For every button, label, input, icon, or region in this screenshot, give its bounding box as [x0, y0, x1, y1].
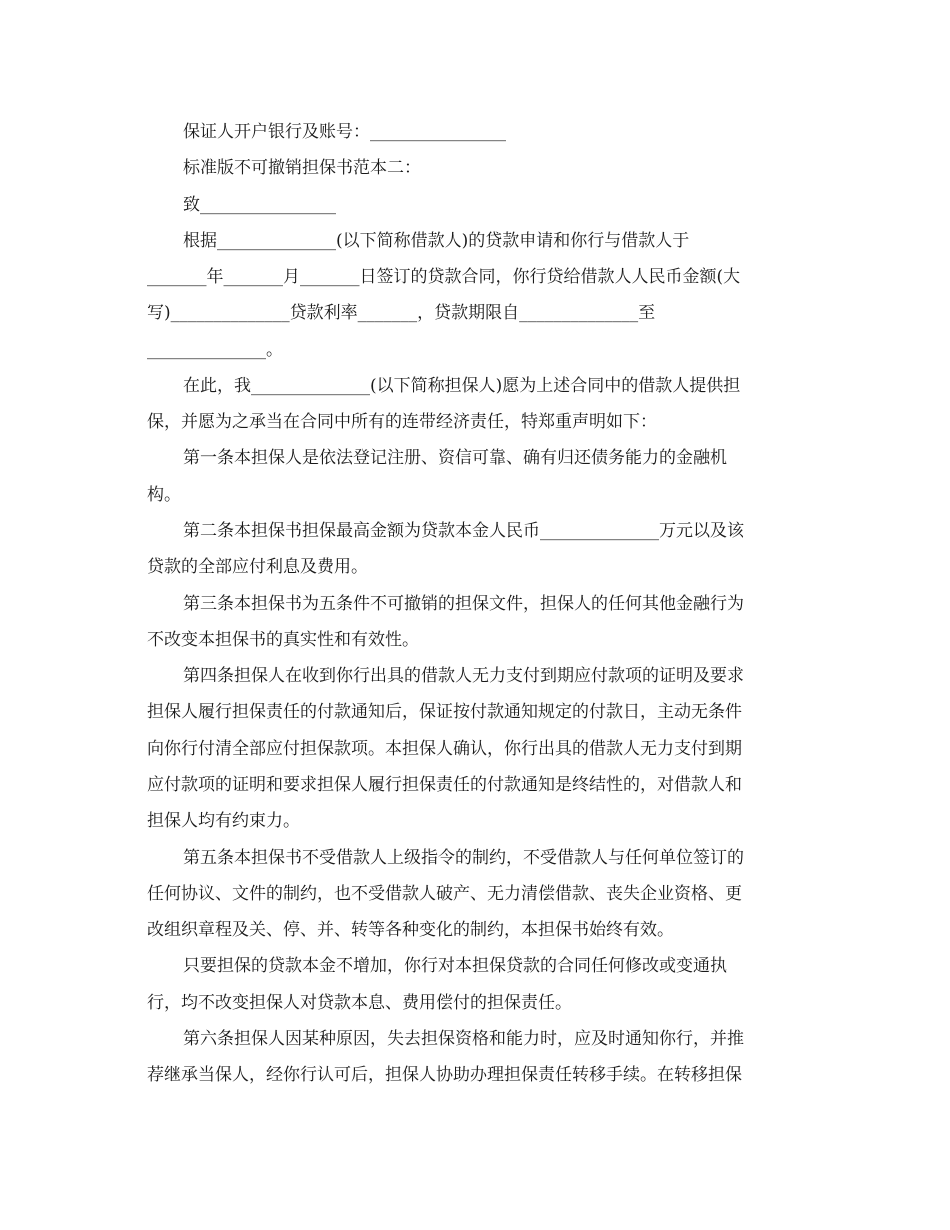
text-line: 标准版不可撤销担保书范本二： — [183, 158, 421, 178]
text-line: 第三条本担保书为五条件不可撤销的担保文件，担保人的任何其他金融行为 — [183, 594, 744, 614]
text-line: 第一条本担保人是依法登记注册、资信可靠、确有归还债务能力的金融机 — [183, 448, 727, 468]
text-line: 担保人均有约束力。 — [147, 811, 300, 831]
text-line: 写)______________贷款利率_______，贷款期限自______________至 — [147, 303, 656, 323]
text-line: 第五条本担保书不受借款人上级指令的制约，不受借款人与任何单位签订的 — [183, 848, 744, 868]
text-line: 行，均不改变担保人对贷款本息、费用偿付的担保责任。 — [147, 993, 572, 1013]
text-line: ______________。 — [147, 340, 283, 360]
text-line: 第二条本担保书担保最高金额为贷款本金人民币______________万元以及该 — [183, 521, 744, 541]
text-line: 在此，我______________(以下简称担保人)愿为上述合同中的借款人提供担 — [183, 376, 741, 396]
text-line: 保证人开户银行及账号：________________ — [183, 122, 506, 142]
text-line: 保，并愿为之承当在合同中所有的连带经济责任，特郑重声明如下： — [147, 412, 657, 432]
text-line: 第四条担保人在收到你行出具的借款人无力支付到期应付款项的证明及要求 — [183, 666, 744, 686]
text-line: 向你行付清全部应付担保款项。本担保人确认，你行出具的借款人无力支付到期 — [147, 739, 742, 759]
text-line: 荐继承当保人，经你行认可后，担保人协助办理担保责任转移手续。在转移担保 — [147, 1065, 742, 1085]
text-line: 构。 — [147, 485, 181, 505]
text-line: 贷款的全部应付利息及费用。 — [147, 557, 368, 577]
text-line: 改组织章程及关、停、并、转等各种变化的制约，本担保书始终有效。 — [147, 920, 674, 940]
text-line: 应付款项的证明和要求担保人履行担保责任的付款通知是终结性的，对借款人和 — [147, 775, 742, 795]
text-line: 只要担保的贷款本金不增加，你行对本担保贷款的合同任何修改或变通执 — [183, 956, 727, 976]
text-line: 第六条担保人因某种原因，失去担保资格和能力时，应及时通知你行，并推 — [183, 1029, 744, 1049]
text-line: 不改变本担保书的真实性和有效性。 — [147, 630, 419, 650]
text-line: _______年_______月_______日签订的贷款合同，你行贷给借款人人民币金额(大 — [147, 267, 741, 287]
text-line: 致________________ — [183, 195, 336, 215]
text-line: 任何协议、文件的制约，也不受借款人破产、无力清偿借款、丧失企业资格、更 — [147, 884, 742, 904]
text-line: 根据______________(以下简称借款人)的贷款申请和你行与借款人于 — [183, 231, 690, 251]
text-line: 担保人履行担保责任的付款通知后，保证按付款通知规定的付款日，主动无条件 — [147, 702, 742, 722]
